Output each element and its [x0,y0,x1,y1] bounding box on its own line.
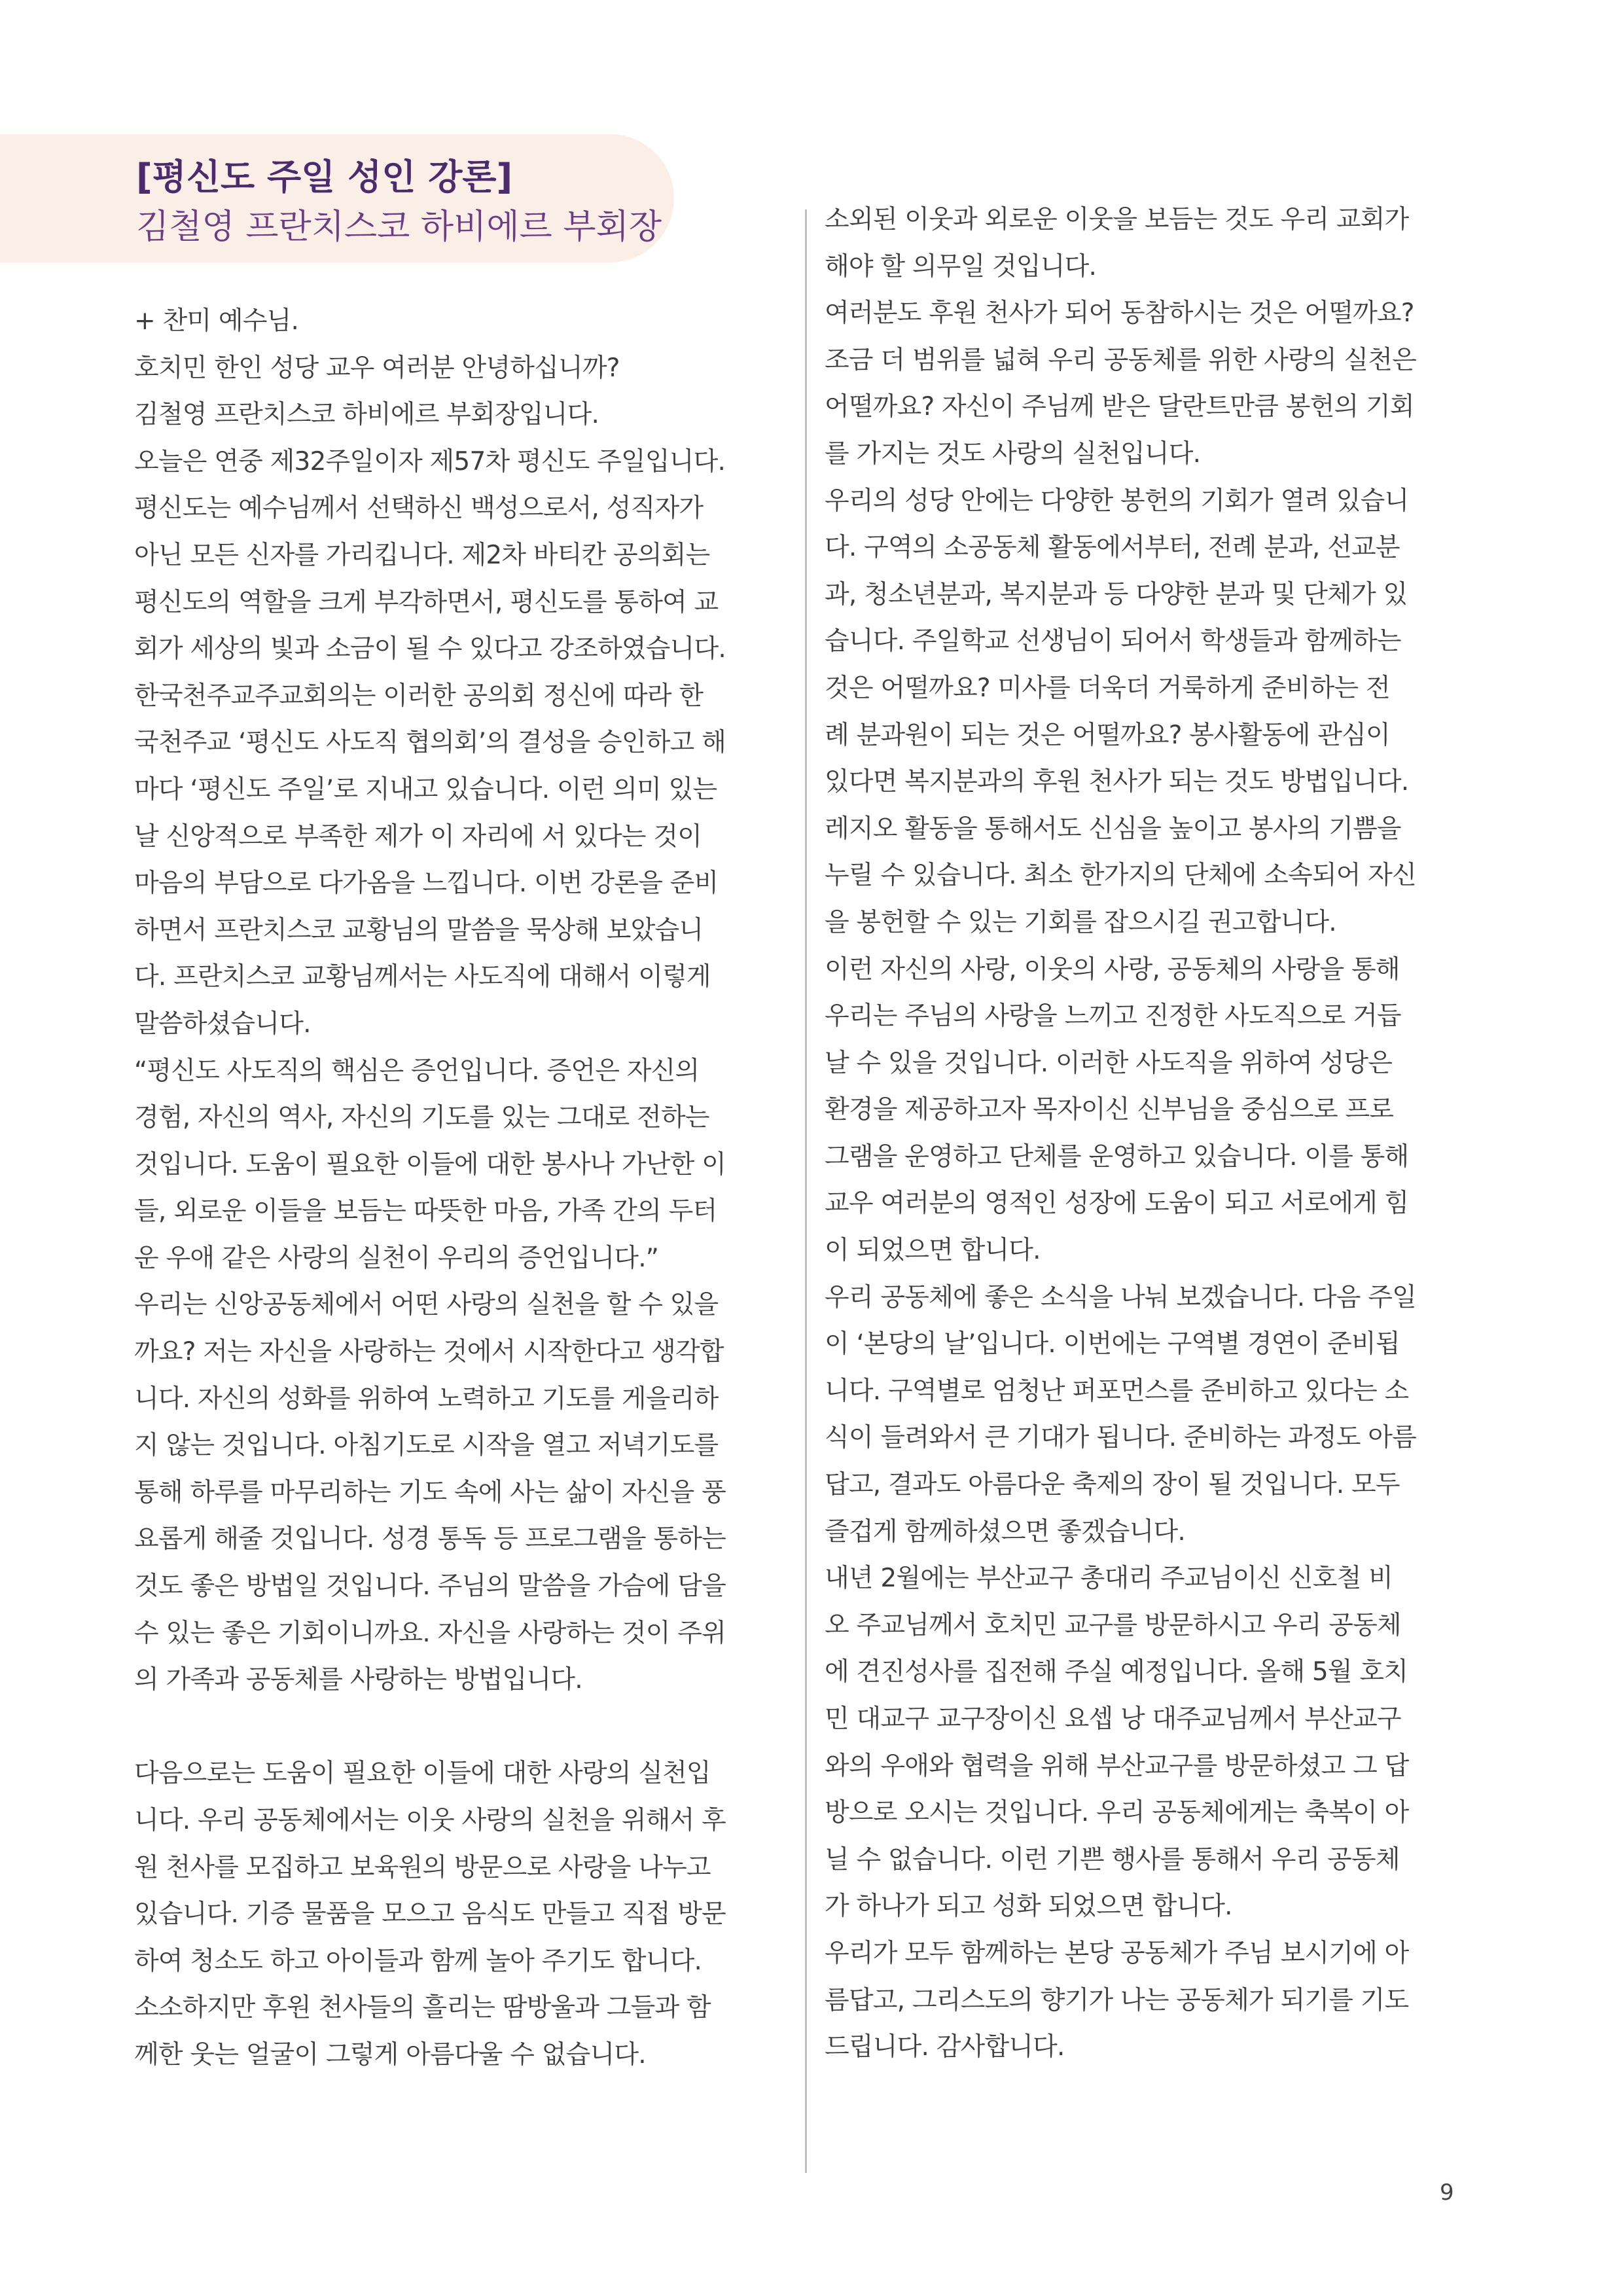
text-line: 하여 청소도 하고 아이들과 함께 놀아 주기도 합니다. [134,1946,702,1976]
text-line: 하면서 프란치스코 교황님의 말씀을 묵상해 보았습니 [134,915,704,945]
text-line: 것입니다. 도움이 필요한 이들에 대한 봉사나 가난한 이 [134,1149,726,1179]
text-line: 소소하지만 후원 천사들의 흘리는 땀방울과 그들과 함 [134,1993,711,2023]
text-line: 이런 자신의 사랑, 이웃의 사랑, 공동체의 사랑을 통해 [825,954,1400,984]
text-line: “평신도 사도직의 핵심은 증언입니다. 증언은 자신의 [134,1056,700,1086]
text-line: 우리는 신앙공동체에서 어떤 사랑의 실천을 할 수 있을 [134,1290,719,1320]
text-line: 다. 프란치스코 교황님께서는 사도직에 대해서 이렇게 [134,962,711,992]
text-line: 평신도는 예수님께서 선택하신 백성으로서, 성직자가 [134,493,704,524]
text-line: 들, 외로운 이들을 보듬는 따뜻한 마음, 가족 간의 두터 [134,1196,717,1227]
text-line: 과, 청소년분과, 복지분과 등 다양한 분과 및 단체가 있 [825,579,1408,609]
text-line: 민 대교구 교구장이신 요셉 낭 대주교님께서 부산교구 [825,1704,1401,1734]
text-line: 호치민 한인 성당 교우 여러분 안녕하십니까? [134,353,620,383]
text-line: 김철영 프란치스코 하비에르 부회장입니다. [134,400,599,430]
text-line: 수 있는 좋은 기회이니까요. 자신을 사랑하는 것이 주위 [134,1618,726,1648]
text-line: 국천주교 ‘평신도 사도직 협의회’의 결성을 승인하고 해 [134,728,726,758]
text-line: 의 가족과 공동체를 사랑하는 방법입니다. [134,1665,582,1695]
text-line: 환경을 제공하고자 목자이신 신부님을 중심으로 프로 [825,1095,1394,1125]
text-line: 운 우애 같은 사랑의 실천이 우리의 증언입니다.” [134,1243,659,1273]
text-line: 와의 우애와 협력을 위해 부산교구를 방문하셨고 그 답 [825,1751,1409,1781]
text-line: 답고, 결과도 아름다운 축제의 장이 될 것입니다. 모두 [825,1470,1400,1500]
text-line: 요롭게 해줄 것입니다. 성경 통독 등 프로그램을 통하는 [134,1524,726,1554]
text-line: 우리의 성당 안에는 다양한 봉헌의 기회가 열려 있습니 [825,486,1409,516]
text-line: + 찬미 예수님. [134,306,299,336]
text-line: 여러분도 후원 천사가 되어 동참하시는 것은 어떨까요? [825,298,1414,329]
text-line: 름답고, 그리스도의 향기가 나는 공동체가 되기를 기도 [825,1985,1409,2015]
page-title: [평신도 주일 성인 강론] [136,156,513,198]
text-line: 해야 할 의무일 것입니다. [825,251,1097,281]
text-line: 습니다. 주일학교 선생님이 되어서 학생들과 함께하는 [825,626,1401,656]
left-column [134,298,789,2079]
text-line: 례 분과원이 되는 것은 어떨까요? 봉사활동에 관심이 [825,720,1390,750]
text-line: 경험, 자신의 역사, 자신의 기도를 있는 그대로 전하는 [134,1103,709,1133]
text-line: 통해 하루를 마무리하는 기도 속에 사는 삶이 자신을 풍 [134,1477,726,1507]
text-line: 소외된 이웃과 외로운 이웃을 보듬는 것도 우리 교회가 [825,205,1409,234]
text-line: 우리가 모두 함께하는 본당 공동체가 주님 보시기에 아 [825,1938,1409,1968]
text-line: 이 되었으면 합니다. [825,1236,1041,1266]
text-line: 아닌 모든 신자를 가리킵니다. 제2차 바티칸 공의회는 [134,540,710,570]
text-line: 있습니다. 기증 물품을 모으고 음식도 만들고 직접 방문 [134,1899,726,1929]
text-line: 까요? 저는 자신을 사랑하는 것에서 시작한다고 생각합 [134,1337,724,1367]
text-line: 즐겁게 함께하셨으면 좋겠습니다. [825,1516,1186,1547]
text-line: 내년 2월에는 부산교구 총대리 주교님이신 신호철 비 [825,1564,1393,1594]
text-line: 방으로 오시는 것입니다. 우리 공동체에게는 축복이 아 [825,1798,1409,1828]
text-line: 원 천사를 모집하고 보육원의 방문으로 사랑을 나누고 [134,1852,711,1882]
text-line: 가 하나가 되고 성화 되었으면 합니다. [825,1892,1232,1922]
text-line: 말씀하셨습니다. [134,1009,311,1039]
text-line: 한국천주교주교회의는 이러한 공의회 정신에 따라 한 [134,681,704,711]
text-line [134,1704,789,1751]
text-line: 니다. 구역별로 엄청난 퍼포먼스를 준비하고 있다는 소 [825,1376,1409,1406]
text-line: 마음의 부담으로 다가옴을 느낍니다. 이번 강론을 준비 [134,869,719,899]
text-line: 그램을 운영하고 단체를 운영하고 있습니다. 이를 통해 [825,1141,1409,1172]
text-line: 께한 웃는 얼굴이 그렇게 아름다울 수 없습니다. [134,2039,646,2070]
text-line: 조금 더 범위를 넓혀 우리 공동체를 위한 사랑의 실천은 [825,345,1417,375]
text-line: 마다 ‘평신도 주일’로 지내고 있습니다. 이런 의미 있는 [134,774,717,804]
text-line: 닐 수 없습니다. 이런 기쁜 행사를 통해서 우리 공동체 [825,1844,1400,1874]
text-line: 오늘은 연중 제32주일이자 제57차 평신도 주일입니다. [134,446,726,476]
text-line: 에 견진성사를 집전해 주실 예정입니다. 올해 5월 호치 [825,1657,1408,1687]
text-line: 니다. 우리 공동체에서는 이웃 사랑의 실천을 위해서 후 [134,1806,726,1835]
text-line: 것은 어떨까요? 미사를 더욱더 거룩하게 준비하는 전 [825,673,1390,703]
text-line: 이 ‘본당의 날’입니다. 이번에는 구역별 경연이 준비됩 [825,1329,1400,1359]
text-line: 회가 세상의 빛과 소금이 될 수 있다고 강조하였습니다. [134,634,726,664]
text-line: 날 수 있을 것입니다. 이러한 사도직을 위하여 성당은 [825,1048,1393,1078]
text-line: 레지오 활동을 통해서도 신심을 높이고 봉사의 기쁨을 [825,814,1401,844]
text-line: 다음으로는 도움이 필요한 이들에 대한 사랑의 실천입 [134,1759,711,1789]
text-line: 평신도의 역할을 크게 부각하면서, 평신도를 통하여 교 [134,587,719,617]
text-line: 를 가지는 것도 사랑의 실천입니다. [825,439,1201,469]
text-line: 어떨까요? 자신이 주님께 받은 달란트만큼 봉헌의 기회 [825,392,1414,422]
text-line: 오 주교님께서 호치민 교구를 방문하시고 우리 공동체 [825,1610,1401,1640]
text-line: 누릴 수 있습니다. 최소 한가지의 단체에 소속되어 자신 [825,861,1417,891]
page-number: 9 [1440,2179,1454,2206]
speaker-name: 김철영 프란치스코 하비에르 부회장 [136,207,662,247]
text-line: 을 봉헌할 수 있는 기회를 잡으시길 권고합니다. [825,907,1336,937]
column-divider [805,209,807,2173]
text-line: 날 신앙적으로 부족한 제가 이 자리에 서 있다는 것이 [134,821,702,852]
text-line: 있다면 복지분과의 후원 천사가 되는 것도 방법입니다. [825,767,1409,797]
right-column [825,196,1479,2071]
text-line: 것도 좋은 방법일 것입니다. 주님의 말씀을 가슴에 담을 [134,1571,726,1602]
text-line: 우리 공동체에 좋은 소식을 나눠 보겠습니다. 다음 주일 [825,1282,1417,1312]
text-line: 니다. 자신의 성화를 위하여 노력하고 기도를 게을리하 [134,1384,719,1414]
text-line: 우리는 주님의 사랑을 느끼고 진정한 사도직으로 거듭 [825,1001,1401,1031]
text-line: 식이 들려와서 큰 기대가 됩니다. 준비하는 과정도 아름 [825,1423,1417,1453]
text-line: 드립니다. 감사합니다. [825,2032,1065,2062]
text-line: 지 않는 것입니다. 아침기도로 시작을 열고 저녁기도를 [134,1431,719,1461]
text-line: 다. 구역의 소공동체 활동에서부터, 전례 분과, 선교분 [825,533,1400,563]
text-line: 교우 여러분의 영적인 성장에 도움이 되고 서로에게 힘 [825,1189,1409,1219]
